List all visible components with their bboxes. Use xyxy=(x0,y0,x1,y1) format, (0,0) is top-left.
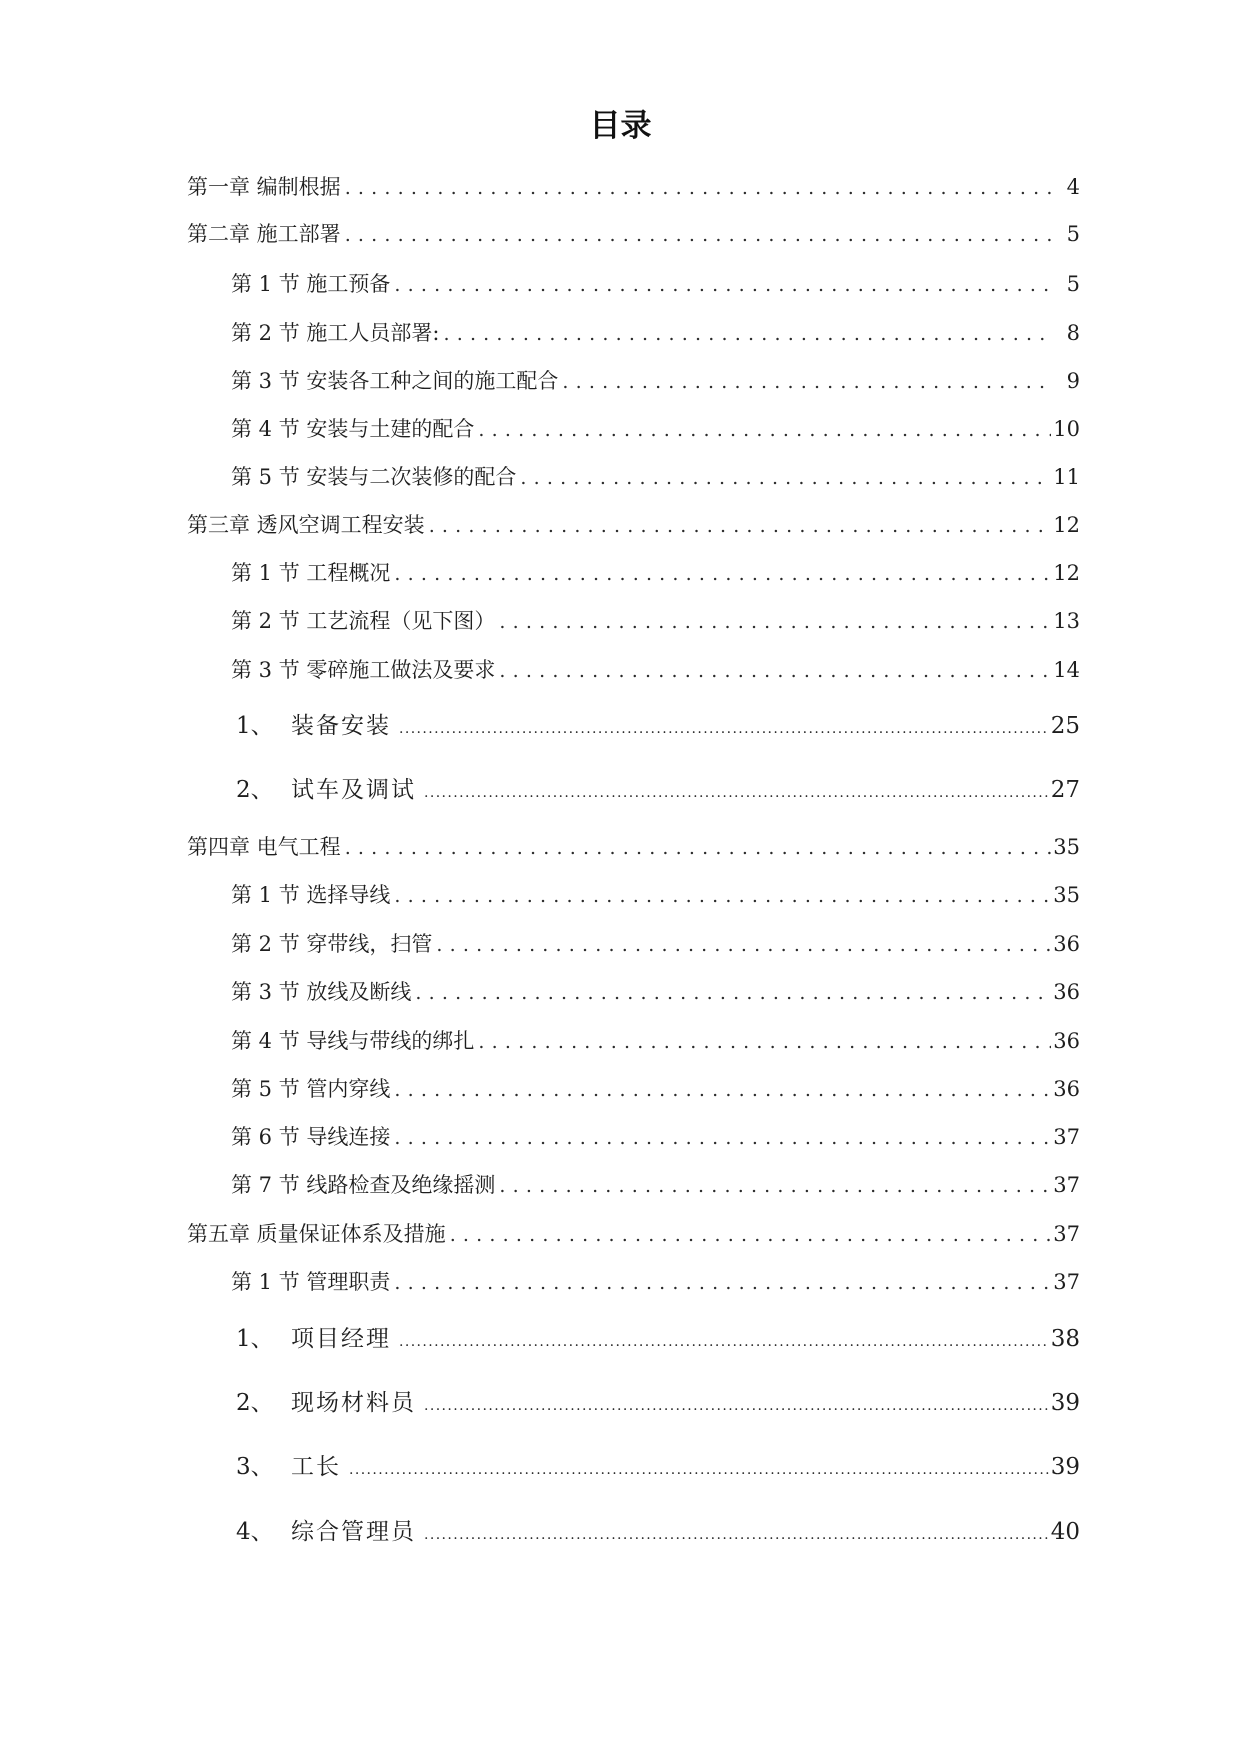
toc-page-number: 36 xyxy=(1053,932,1080,956)
toc-page-number: 27 xyxy=(1050,777,1080,803)
toc-entry-chapter-3[interactable] xyxy=(187,510,1080,541)
toc-page-number: 38 xyxy=(1050,1326,1080,1352)
toc-page-number: 36 xyxy=(1053,1077,1080,1101)
toc-entry-chapter-4[interactable] xyxy=(187,832,1080,863)
toc-entry-label: 第 2 节 施工人员部署: xyxy=(231,321,440,345)
toc-page-number: 9 xyxy=(1066,369,1080,393)
dot-leader xyxy=(415,978,1051,1008)
toc-page-number: 10 xyxy=(1053,417,1080,441)
toc-entry-label: 装备安装 xyxy=(291,713,391,739)
toc-entry-label: 第 4 节 导线与带线的绑扎 xyxy=(231,1029,475,1053)
dot-leader xyxy=(399,1327,1049,1357)
toc-page-number: 11 xyxy=(1053,465,1080,489)
toc-page-number: 37 xyxy=(1053,1222,1080,1246)
toc-entry-section[interactable] xyxy=(231,606,1080,637)
toc-entry-chapter-1[interactable] xyxy=(187,172,1080,203)
toc-entry-label: 第 2 节 穿带线，扫管 xyxy=(231,932,433,956)
toc-page-number: 35 xyxy=(1053,883,1080,907)
toc-entry-section[interactable] xyxy=(231,655,1080,686)
toc-entry-label: 第四章 电气工程 xyxy=(187,835,341,859)
toc-entry-label: 第一章 编制根据 xyxy=(187,175,341,199)
toc-entry-label: 第 6 节 导线连接 xyxy=(231,1125,391,1149)
toc-entry-label: 第 3 节 零碎施工做法及要求 xyxy=(231,658,496,682)
toc-entry-label: 第 7 节 线路检查及绝缘摇测 xyxy=(231,1173,496,1197)
toc-page-number: 5 xyxy=(1066,222,1080,246)
toc-entry-section[interactable] xyxy=(231,1122,1080,1153)
toc-entry-label: 第 5 节 管内穿线 xyxy=(231,1077,391,1101)
dot-leader xyxy=(562,367,1052,397)
dot-leader xyxy=(443,319,1052,349)
toc-entry-label: 第五章 质量保证体系及措施 xyxy=(187,1222,446,1246)
toc-page-number: 4 xyxy=(1066,175,1080,199)
dot-leader xyxy=(499,656,1051,686)
toc-page-number: 37 xyxy=(1053,1125,1080,1149)
toc-entry-section[interactable] xyxy=(231,1074,1080,1105)
toc-entry-label: 第 2 节 工艺流程（见下图） xyxy=(231,609,496,633)
toc-page-number: 12 xyxy=(1053,513,1080,537)
toc-entry-section[interactable] xyxy=(231,977,1080,1008)
toc-entry-section[interactable] xyxy=(231,1170,1080,1201)
toc-item-number: 2、 xyxy=(236,777,274,803)
toc-entry-label: 第 1 节 施工预备 xyxy=(231,272,391,296)
toc-entry-label: 项目经理 xyxy=(291,1326,391,1352)
toc-entry-section[interactable] xyxy=(231,929,1080,960)
toc-page-number: 12 xyxy=(1053,561,1080,585)
toc-entry-label: 现场材料员 xyxy=(291,1390,416,1416)
dot-leader xyxy=(499,607,1051,637)
toc-entry-section[interactable] xyxy=(231,414,1080,445)
dot-leader xyxy=(429,511,1052,541)
dot-leader xyxy=(394,1268,1051,1298)
dot-leader xyxy=(345,220,1052,250)
toc-page-number: 35 xyxy=(1053,835,1080,859)
toc-entry-label: 第 3 节 放线及断线 xyxy=(231,980,412,1004)
dot-leader xyxy=(478,1027,1051,1057)
toc-entry-item[interactable] xyxy=(236,1324,1080,1357)
toc-entry-label: 第三章 透风空调工程安装 xyxy=(187,513,425,537)
toc-page-number: 39 xyxy=(1050,1454,1080,1480)
toc-entry-chapter-2[interactable] xyxy=(187,219,1080,250)
toc-entry-section[interactable] xyxy=(231,558,1080,589)
dot-leader xyxy=(450,1220,1052,1250)
toc-page-number: 36 xyxy=(1053,1029,1080,1053)
dot-leader xyxy=(394,1123,1051,1153)
toc-entry-label: 第 5 节 安装与二次装修的配合 xyxy=(231,465,517,489)
toc-entry-label: 试车及调试 xyxy=(291,777,416,803)
toc-page-number: 37 xyxy=(1053,1173,1080,1197)
toc-entry-section[interactable] xyxy=(231,880,1080,911)
toc-page-number: 14 xyxy=(1053,658,1080,682)
dot-leader xyxy=(520,463,1051,493)
toc-item-number: 4、 xyxy=(236,1519,274,1545)
dot-leader xyxy=(424,778,1049,808)
toc-entry-item[interactable] xyxy=(236,1452,1080,1485)
toc-entry-item[interactable] xyxy=(236,711,1080,744)
toc-item-number: 2、 xyxy=(236,1390,274,1416)
dot-leader xyxy=(399,714,1049,744)
toc-page-number: 5 xyxy=(1066,272,1080,296)
dot-leader xyxy=(499,1171,1051,1201)
toc-page-number: 13 xyxy=(1053,609,1080,633)
toc-entry-section[interactable] xyxy=(231,318,1080,349)
toc-entry-section[interactable] xyxy=(231,1026,1080,1057)
dot-leader xyxy=(349,1455,1049,1485)
dot-leader xyxy=(345,173,1052,203)
toc-page-number: 40 xyxy=(1050,1519,1080,1545)
toc-entry-label: 综合管理员 xyxy=(291,1519,416,1545)
dot-leader xyxy=(424,1520,1049,1550)
dot-leader xyxy=(424,1391,1049,1421)
dot-leader xyxy=(345,833,1052,863)
toc-page-number: 36 xyxy=(1053,980,1080,1004)
toc-entry-item[interactable] xyxy=(236,1388,1080,1421)
toc-item-number: 3、 xyxy=(236,1454,274,1480)
toc-page-number: 37 xyxy=(1053,1270,1080,1294)
toc-page-number: 39 xyxy=(1050,1390,1080,1416)
toc-page-number: 8 xyxy=(1066,321,1080,345)
toc-entry-item[interactable] xyxy=(236,1517,1080,1550)
dot-leader xyxy=(436,930,1051,960)
toc-entry-section[interactable] xyxy=(231,462,1080,493)
dot-leader xyxy=(394,1075,1051,1105)
toc-entry-item[interactable] xyxy=(236,775,1080,808)
toc-entry-chapter-5[interactable] xyxy=(187,1219,1080,1250)
toc-entry-label: 第 1 节 管理职责 xyxy=(231,1270,391,1294)
toc-entry-label: 第 1 节 选择导线 xyxy=(231,883,391,907)
toc-page-number: 25 xyxy=(1050,713,1080,739)
toc-item-number: 1、 xyxy=(236,1326,274,1352)
toc-entry-label: 第二章 施工部署 xyxy=(187,222,341,246)
dot-leader xyxy=(478,415,1051,445)
toc-item-number: 1、 xyxy=(236,713,274,739)
toc-entry-label: 工长 xyxy=(291,1454,341,1480)
dot-leader xyxy=(394,270,1052,300)
toc-entry-section[interactable] xyxy=(231,366,1080,397)
toc-entry-label: 第 4 节 安装与土建的配合 xyxy=(231,417,475,441)
toc-entry-label: 第 3 节 安装各工种之间的施工配合 xyxy=(231,369,559,393)
toc-entry-label: 第 1 节 工程概况 xyxy=(231,561,391,585)
toc-entry-section[interactable] xyxy=(231,1267,1080,1298)
dot-leader xyxy=(394,881,1051,911)
toc-title: 目录 xyxy=(589,108,652,144)
dot-leader xyxy=(394,559,1051,589)
toc-entry-section[interactable] xyxy=(231,269,1080,300)
